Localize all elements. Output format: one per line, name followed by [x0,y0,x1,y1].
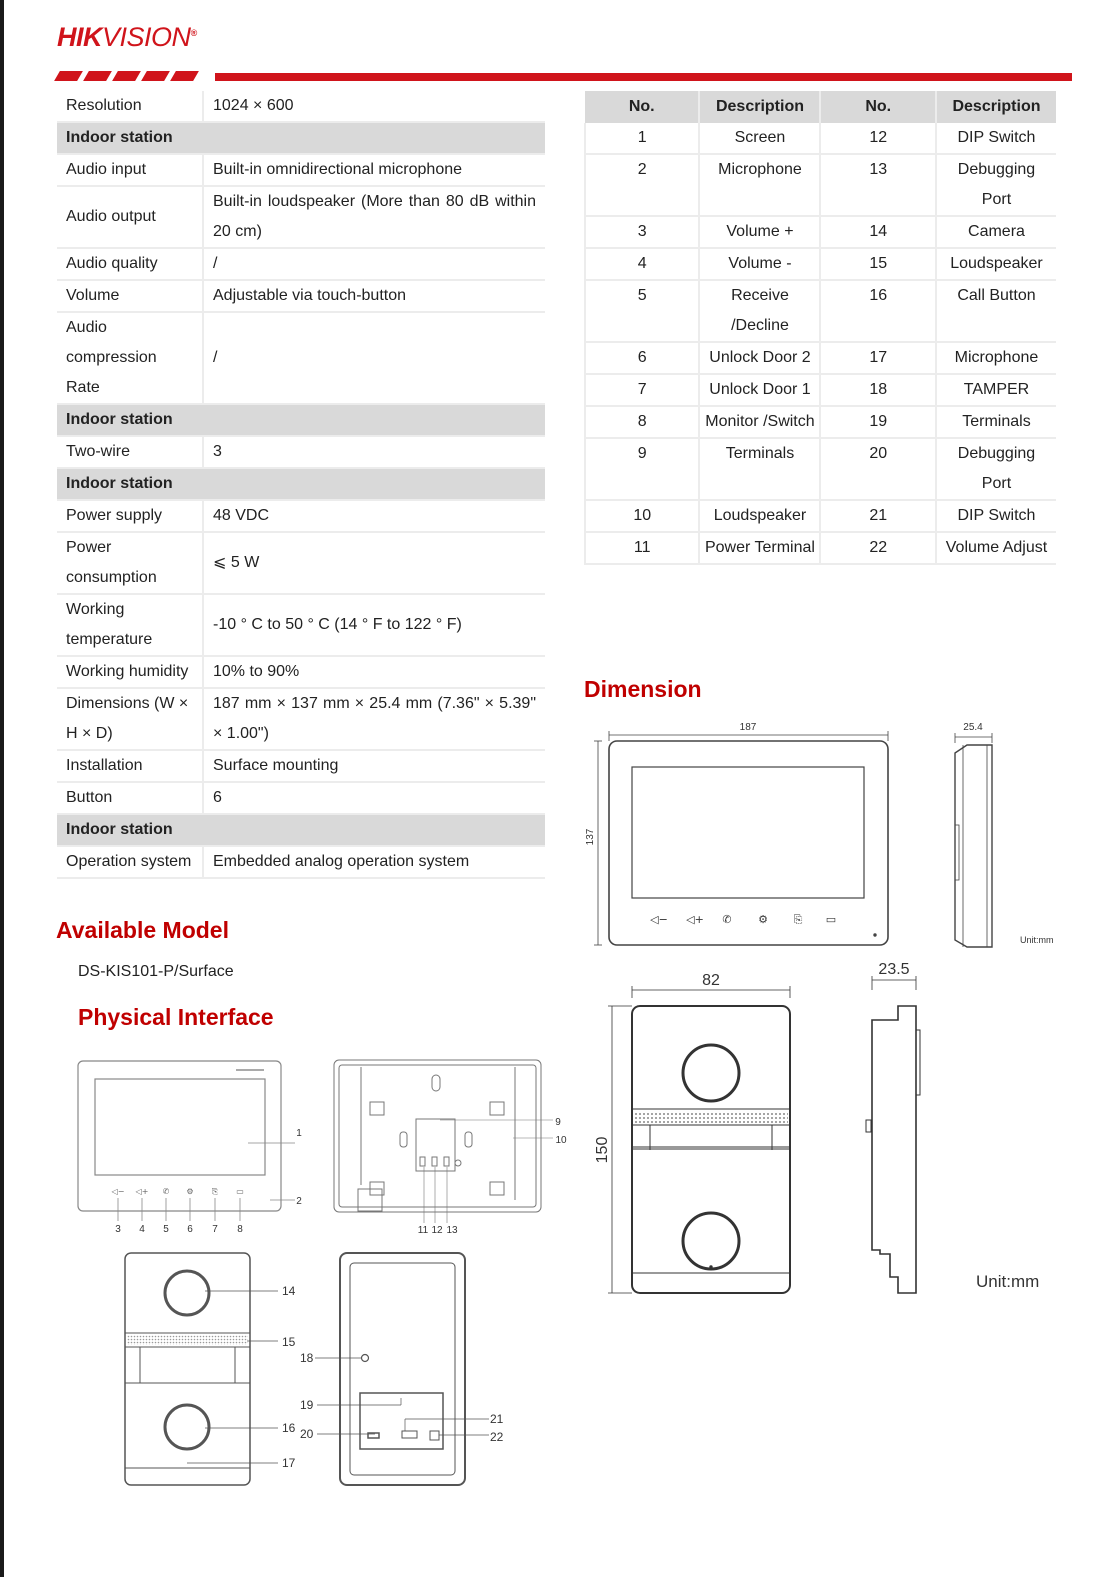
callout-6: 6 [187,1224,193,1235]
spec-value: 48 VDC [203,500,545,532]
parts-row [585,154,1056,216]
spec-row [57,500,545,532]
door-station-front-interface-drawing [115,1245,315,1490]
spec-key: Dimensions (W × H × D) [57,688,203,750]
spec-value: ⩽ 5 W [203,532,545,594]
svg-text:▭: ▭ [825,913,837,926]
svg-text:⎘: ⎘ [211,1187,219,1196]
parts-row [585,532,1056,564]
logo-vision: VISION [102,22,191,52]
dimension-heading: Dimension [584,676,702,702]
part-description: Volume + [699,216,820,248]
door-station-side-dimension-drawing [860,960,930,1300]
part-description: Screen [699,123,820,154]
part-number: 6 [585,342,699,374]
callout-4: 4 [139,1224,145,1235]
parts-row [585,438,1056,500]
physical-interface-heading: Physical Interface [78,1004,274,1030]
spec-key: Operation system [57,846,203,878]
svg-text:✆: ✆ [722,913,732,926]
indoor-station-front-interface-drawing [70,1055,320,1240]
callout-7: 7 [212,1224,218,1235]
part-number: 10 [585,500,699,532]
part-description: Camera [936,216,1056,248]
part-number: 7 [585,374,699,406]
callout-19: 19 [300,1398,314,1412]
part-number: 20 [820,438,935,500]
spec-row [57,186,545,248]
svg-text:▭: ▭ [236,1187,244,1196]
spec-key: Resolution [57,91,203,122]
spec-key: Working humidity [57,656,203,688]
svg-text:✆: ✆ [162,1187,170,1196]
spec-row [57,750,545,782]
door-width-label: 82 [702,972,720,989]
spec-row [57,312,545,404]
parts-row [585,406,1056,438]
callout-11: 11 [417,1225,429,1236]
part-number: 21 [820,500,935,532]
spec-section-header [57,404,545,436]
parts-row [585,216,1056,248]
part-description: Loudspeaker [699,500,820,532]
spec-value: Built-in omnidirectional microphone [203,154,545,186]
part-number: 17 [820,342,935,374]
spec-value: / [203,248,545,280]
part-number: 18 [820,374,935,406]
spec-value: 1024 × 600 [203,91,545,122]
part-description: DIP Switch [936,123,1056,154]
spec-value: Embedded analog operation system [203,846,545,878]
part-number: 16 [820,280,935,342]
available-model-heading: Available Model [56,917,229,943]
svg-text:◁−: ◁− [111,1187,125,1196]
callout-10: 10 [555,1135,567,1146]
callout-22: 22 [490,1430,504,1444]
page-edge [0,0,4,1577]
spec-value: 10% to 90% [203,656,545,688]
part-description: DIP Switch [936,500,1056,532]
callout-15: 15 [282,1335,296,1349]
model-name: DS-KIS101-P/Surface [78,963,234,980]
callout-2: 2 [296,1196,302,1207]
indoor-height-label: 137 [585,828,596,846]
spec-row [57,280,545,312]
part-number: 3 [585,216,699,248]
spec-section-header [57,814,545,846]
parts-row [585,248,1056,280]
callout-20: 20 [300,1427,314,1441]
registered-mark: ® [190,28,197,38]
callout-16: 16 [282,1421,296,1435]
spec-value: / [203,312,545,404]
brand-stripes [57,71,196,81]
header-no-2: No. [820,91,935,123]
header-description-2: Description [936,91,1056,123]
part-number: 11 [585,532,699,564]
door-station-front-dimension-drawing [590,960,805,1300]
spec-key: Audio quality [57,248,203,280]
part-description: Debugging Port [936,438,1056,500]
indoor-depth-label: 25.4 [963,722,983,733]
door-height-label: 150 [594,1136,611,1164]
part-number: 1 [585,123,699,154]
part-number: 12 [820,123,935,154]
part-description: Call Button [936,280,1056,342]
part-description: Microphone [936,342,1056,374]
door-unit-label: Unit:mm [976,1272,1040,1291]
spec-row [57,656,545,688]
callout-9: 9 [555,1117,561,1128]
spec-value: 3 [203,436,545,468]
callout-5: 5 [163,1224,169,1235]
part-number: 13 [820,154,935,216]
part-number: 15 [820,248,935,280]
spec-value: 6 [203,782,545,814]
section-label: Indoor station [57,122,545,154]
parts-row [585,500,1056,532]
part-description: Power Terminal [699,532,820,564]
callout-8: 8 [237,1224,243,1235]
part-description: Volume Adjust [936,532,1056,564]
svg-text:◁+: ◁+ [686,913,704,926]
door-station-back-interface-drawing [295,1245,515,1490]
callout-1: 1 [296,1128,302,1139]
hikvision-logo [57,22,197,53]
svg-text:⚙: ⚙ [186,1187,194,1196]
parts-row [585,280,1056,342]
spec-key: Button [57,782,203,814]
spec-key: Audio input [57,154,203,186]
part-number: 14 [820,216,935,248]
spec-key: Power supply [57,500,203,532]
header-no-1: No. [585,91,699,123]
indoor-width-label: 187 [739,722,757,733]
brand-red-bar [215,73,1072,81]
svg-text:⎘: ⎘ [793,913,803,926]
svg-text:◁−: ◁− [650,913,668,926]
part-number: 4 [585,248,699,280]
indoor-station-front-dimension-drawing [585,715,905,950]
part-description: Unlock Door 1 [699,374,820,406]
callout-12: 12 [431,1225,443,1236]
spec-table [57,91,545,879]
svg-text:◁+: ◁+ [135,1187,149,1196]
logo-hik: HIK [57,22,102,52]
part-description: Receive /Decline [699,280,820,342]
part-number: 8 [585,406,699,438]
part-description: Debugging Port [936,154,1056,216]
part-number: 19 [820,406,935,438]
spec-value: Adjustable via touch-button [203,280,545,312]
part-description: Unlock Door 2 [699,342,820,374]
indoor-station-back-interface-drawing [330,1055,580,1240]
parts-row [585,342,1056,374]
spec-key: Installation [57,750,203,782]
spec-key: Audio compression Rate [57,312,203,404]
section-label: Indoor station [57,468,545,500]
spec-section-header [57,122,545,154]
spec-key: Working temperature [57,594,203,656]
spec-row [57,436,545,468]
spec-value: 187 mm × 137 mm × 25.4 mm (7.36" × 5.39" × 1.00") [203,688,545,750]
spec-key: Power consumption [57,532,203,594]
spec-section-header [57,468,545,500]
spec-value: Surface mounting [203,750,545,782]
indoor-unit-label: Unit:mm [1020,935,1054,945]
spec-value: Built-in loudspeaker (More than 80 dB within 20 cm) [203,186,545,248]
spec-row [57,782,545,814]
spec-row [57,688,545,750]
callout-21: 21 [490,1412,504,1426]
callout-3: 3 [115,1224,121,1235]
section-label: Indoor station [57,814,545,846]
spec-key: Two-wire [57,436,203,468]
part-number: 2 [585,154,699,216]
part-description: Loudspeaker [936,248,1056,280]
spec-key: Volume [57,280,203,312]
header-description-1: Description [699,91,820,123]
callout-17: 17 [282,1456,296,1470]
parts-row [585,374,1056,406]
part-description: Microphone [699,154,820,216]
spec-row [57,248,545,280]
spec-row [57,846,545,878]
parts-table [584,91,1056,565]
spec-value: -10 ° C to 50 ° C (14 ° F to 122 ° F) [203,594,545,656]
callout-13: 13 [446,1225,458,1236]
callout-14: 14 [282,1284,296,1298]
section-label: Indoor station [57,404,545,436]
parts-row [585,123,1056,154]
spec-row [57,91,545,122]
door-depth-label: 23.5 [878,961,910,978]
part-number: 9 [585,438,699,500]
part-number: 22 [820,532,935,564]
part-description: Monitor /Switch [699,406,820,438]
spec-row [57,154,545,186]
indoor-station-side-dimension-drawing [945,715,1015,950]
part-description: Terminals [936,406,1056,438]
spec-row [57,594,545,656]
part-description: Volume - [699,248,820,280]
part-description: Terminals [699,438,820,500]
spec-key: Audio output [57,186,203,248]
spec-row [57,532,545,594]
part-number: 5 [585,280,699,342]
part-description: TAMPER [936,374,1056,406]
callout-18: 18 [300,1351,314,1365]
svg-text:⚙: ⚙ [758,913,768,926]
